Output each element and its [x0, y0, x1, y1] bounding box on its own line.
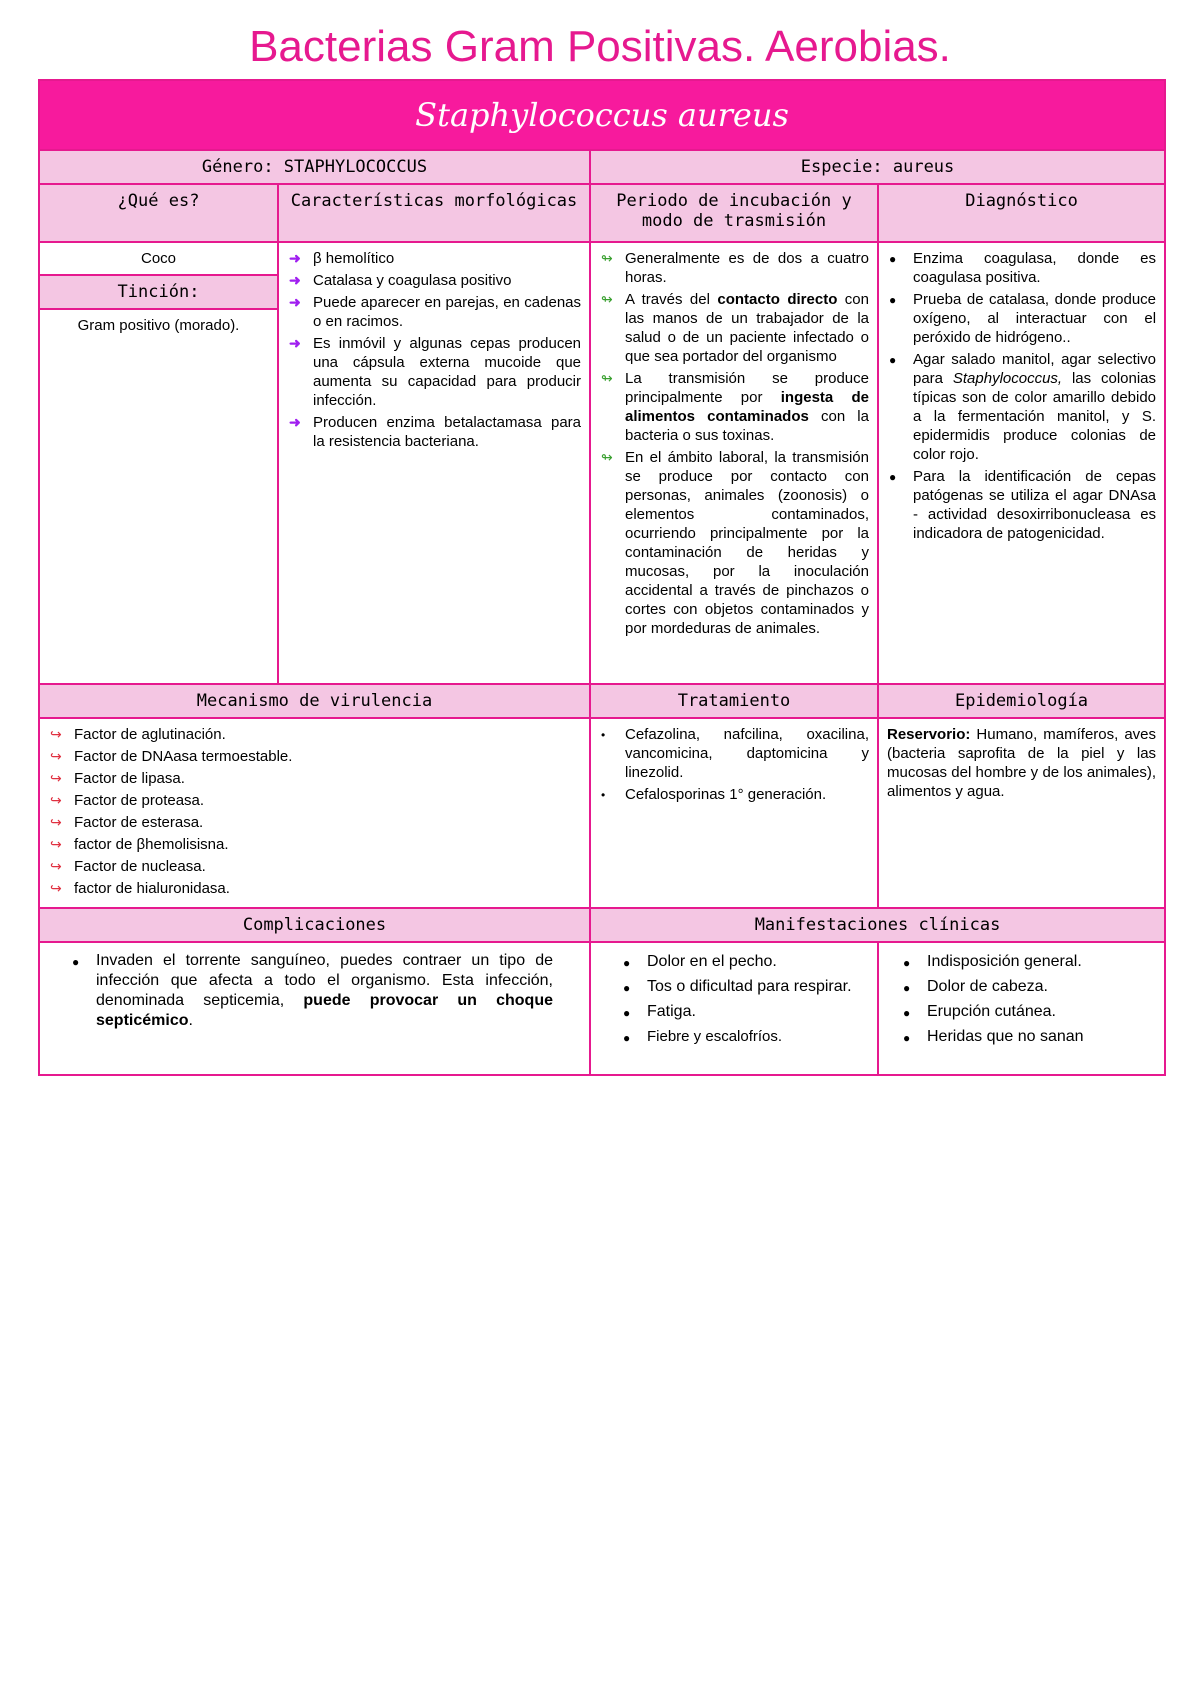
bullet-icon: •: [601, 728, 606, 742]
curved-arrow-icon: ↪: [50, 836, 62, 852]
list-item: ➜ β hemolítico: [289, 250, 395, 267]
bullet-icon: ●: [889, 470, 897, 484]
manifestations-list-1: [621, 951, 869, 1048]
curved-arrow-icon: ↪: [50, 814, 62, 830]
arrow-icon: ➜: [289, 250, 301, 266]
arrow-icon: ➜: [289, 294, 301, 310]
what-is-cell: [39, 242, 278, 684]
bullet-icon: ●: [903, 1031, 911, 1045]
list-item: ↪ Factor de esterasa.: [50, 814, 204, 831]
species-header: Especie: aureus: [590, 150, 1165, 184]
morphology-list: [287, 249, 581, 451]
diagnosis-header: Diagnóstico: [878, 184, 1165, 242]
list-item: ➜ Puede aparecer en parejas, en cadenas o en racimos.: [289, 294, 581, 330]
list-item: ➜ Producen enzima betalactamasa para la resistencia bacteriana.: [289, 414, 581, 450]
bullet-icon: ●: [889, 252, 897, 266]
curved-arrow-icon: ↪: [50, 748, 62, 764]
list-item: ● Heridas que no sanan: [901, 1026, 1156, 1048]
arrow-icon: ➜: [289, 335, 301, 351]
list-item: ↪ Factor de nucleasa.: [50, 858, 206, 875]
incubation-list: [599, 249, 869, 638]
list-item: ● Dolor de cabeza.: [901, 976, 1156, 998]
curved-arrow-icon: ↪: [50, 770, 62, 786]
bullet-icon: ●: [623, 981, 631, 995]
list-item: ➜ Catalasa y coagulasa positivo: [289, 272, 512, 289]
curved-arrow-icon: ↬: [601, 370, 613, 386]
bacteria-table: [38, 79, 1166, 1076]
bullet-icon: ●: [72, 955, 80, 969]
manifestations-list-2: [901, 951, 1156, 1048]
list-item: ● Prueba de catalasa, donde produce oxígeno, al interactuar con el peróxido de hidrógeno..: [889, 291, 1157, 346]
what-is-header: ¿Qué es?: [39, 184, 278, 242]
curved-arrow-icon: ↬: [601, 250, 613, 266]
list-item: ↬ La transmisión se produce principalmente por ingesta de alimentos contaminados con la bacteria o sus toxinas.: [601, 370, 869, 444]
list-item: • Cefalosporinas 1° generación.: [601, 786, 827, 803]
treatment-header: Tratamiento: [590, 684, 878, 718]
list-item: ➜ Es inmóvil y algunas cepas producen una cápsula externa mucoide que aumenta su capacidad para producir infección.: [289, 335, 581, 409]
bullet-icon: ●: [903, 956, 911, 970]
curved-arrow-icon: ↬: [601, 449, 613, 465]
complications-cell: [39, 942, 590, 1075]
bullet-icon: ●: [623, 956, 631, 970]
epidemiology-header: Epidemiología: [878, 684, 1165, 718]
list-item: ↪ factor de βhemolisisna.: [50, 836, 229, 853]
list-item: ↬ Generalmente es de dos a cuatro horas.: [601, 250, 869, 286]
page-title: Bacterias Gram Positivas. Aerobias.: [249, 22, 951, 71]
virulence-cell: [39, 718, 590, 908]
list-item: ● Enzima coagulasa, donde es coagulasa positiva.: [889, 250, 1157, 286]
what-is-value: Coco: [140, 250, 177, 267]
virulence-list: [48, 725, 581, 898]
list-item: ● Dolor en el pecho.: [621, 951, 869, 973]
staining-header: Tinción:: [40, 274, 277, 310]
arrow-icon: ➜: [289, 414, 301, 430]
morphology-header: Características morfológicas: [278, 184, 590, 242]
list-item: ↬ En el ámbito laboral, la transmisión se produce por contacto con personas, animales (zoonosis) o elementos contaminados, ocurriendo principalmente por la contaminación de heridas y mucosas, por la inoculación accidental a través de pinchazos o cortes con objetos contaminados y por mordeduras de animales.: [601, 449, 869, 637]
morphology-cell: [278, 242, 590, 684]
list-item: ↪ Factor de DNAasa termoestable.: [50, 748, 293, 765]
list-item: ● Fiebre y escalofríos.: [621, 1026, 869, 1048]
curved-arrow-icon: ↪: [50, 792, 62, 808]
list-item: ● Invaden el torrente sanguíneo, puedes contraer un tipo de infección que afecta a todo el organismo. Esta infección, denominada septicemia, puede provocar un choque septicémico.: [72, 952, 553, 1029]
incubation-cell: [590, 242, 878, 684]
reservoir-text: Humano, mamíferos, aves (bacteria saprofita de la piel y las mucosas del hombre y de los animales), alimentos y agua.: [887, 726, 1157, 800]
bullet-icon: ●: [623, 1006, 631, 1020]
list-item: ↪ Factor de aglutinación.: [50, 726, 226, 743]
bullet-icon: ●: [889, 353, 897, 367]
list-item: ● Para la identificación de cepas patógenas se utiliza el agar DNAsa - actividad desoxirribonucleasa es indicadora de patogenicidad.: [889, 468, 1157, 542]
epidemiology-cell: [878, 718, 1165, 908]
complications-list: [70, 951, 553, 1031]
arrow-icon: ➜: [289, 272, 301, 288]
treatment-cell: [590, 718, 878, 908]
curved-arrow-icon: ↪: [50, 880, 62, 896]
species-banner: Staphylococcus aureus: [39, 80, 1165, 150]
manifestations-cell-2: [878, 942, 1165, 1075]
genus-header: Género: STAPHYLOCOCCUS: [39, 150, 590, 184]
list-item: ● Indisposición general.: [901, 951, 1156, 973]
staining-value: Gram positivo (morado).: [77, 317, 240, 334]
list-item: ↪ Factor de lipasa.: [50, 770, 185, 787]
bullet-icon: ●: [889, 293, 897, 307]
manifestations-header: Manifestaciones clínicas: [590, 908, 1165, 942]
bullet-icon: ●: [903, 981, 911, 995]
diagnosis-cell: [878, 242, 1165, 684]
complications-header: Complicaciones: [39, 908, 590, 942]
reservoir-label: Reservorio:: [887, 726, 971, 743]
incubation-header: Periodo de incubación y modo de trasmisión: [590, 184, 878, 242]
bullet-icon: •: [601, 788, 606, 802]
manifestations-cell-1: [590, 942, 878, 1075]
list-item: ↪ Factor de proteasa.: [50, 792, 205, 809]
list-item: • Cefazolina, nafcilina, oxacilina, vancomicina, daptomicina y linezolid.: [601, 726, 869, 781]
bullet-icon: ●: [903, 1006, 911, 1020]
list-item: ↬ A través del contacto directo con las manos de un trabajador de la salud o de un paciente infectado o que sea portador del organismo: [601, 291, 869, 365]
list-item: ↪ factor de hialuronidasa.: [50, 880, 230, 897]
diagnosis-list: [887, 249, 1156, 543]
curved-arrow-icon: ↪: [50, 858, 62, 874]
curved-arrow-icon: ↬: [601, 291, 613, 307]
list-item: ● Erupción cutánea.: [901, 1001, 1156, 1023]
list-item: ● Fatiga.: [621, 1001, 869, 1023]
treatment-list: [599, 725, 869, 804]
curved-arrow-icon: ↪: [50, 726, 62, 742]
bullet-icon: ●: [623, 1031, 631, 1045]
virulence-header: Mecanismo de virulencia: [39, 684, 590, 718]
list-item: ● Tos o dificultad para respirar.: [621, 976, 869, 998]
list-item: ● Agar salado manitol, agar selectivo para Staphylococcus, las colonias típicas son de color amarillo debido a la fermentación manitol, y S. epidermidis produce colonias de color rojo.: [889, 351, 1157, 463]
